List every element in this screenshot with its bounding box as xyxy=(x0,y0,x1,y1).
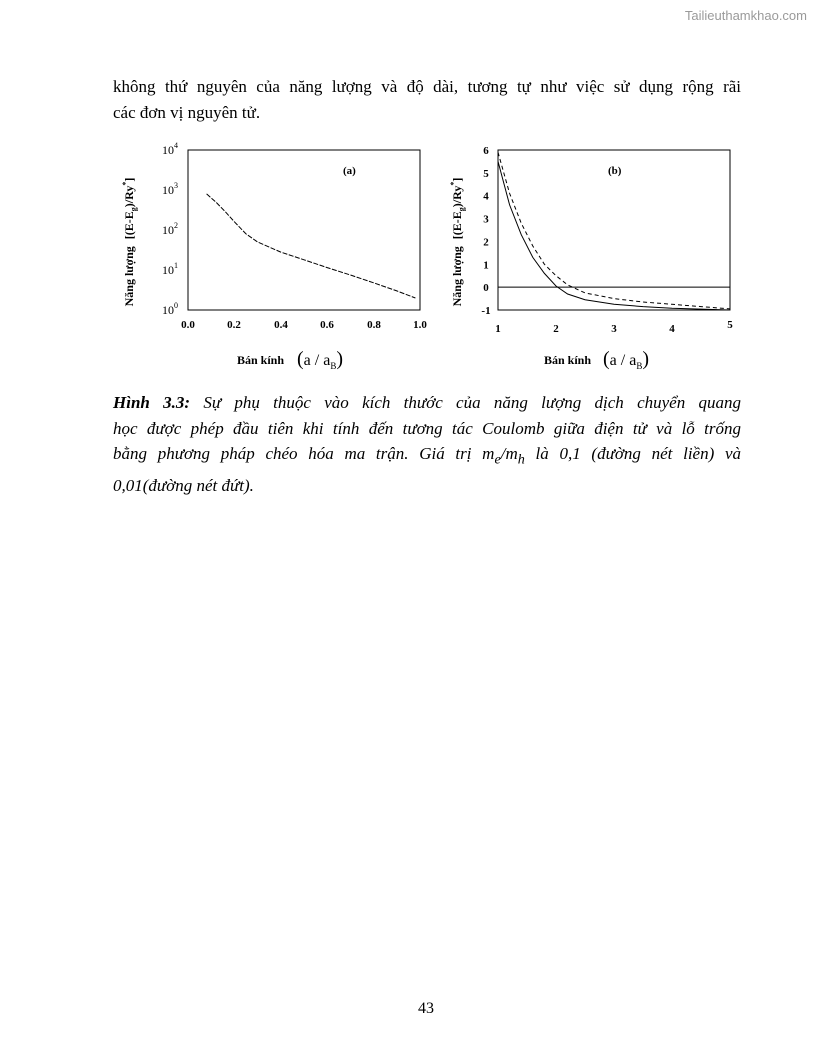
panel-b-xtick: 4 xyxy=(669,323,675,335)
figure xyxy=(100,132,750,382)
page-number: 43 xyxy=(418,1000,434,1017)
caption-line-4: 0,01(đường nét đứt). xyxy=(113,475,254,495)
panel-a-xticks xyxy=(181,319,427,331)
panel-b-ytick: -1 xyxy=(481,305,491,317)
panel-a-xtick: 0.0 xyxy=(181,319,195,331)
panel-b-ytick: 0 xyxy=(483,282,489,295)
panel-b-xunit: $(a / a_B)$ xyxy=(603,348,650,371)
panel-a-curve xyxy=(207,194,416,298)
panel-a-ytick-0: $10^0$ xyxy=(162,301,178,317)
panel-b-xtick: 2 xyxy=(553,323,559,335)
figure-caption xyxy=(113,390,741,498)
panel-b-xtick: 5 xyxy=(727,319,733,331)
panel-a-yticks xyxy=(162,141,178,317)
panel-b-ytick: 6 xyxy=(483,145,489,157)
paragraph-line-2: các đơn vị nguyên tử. xyxy=(113,103,261,122)
caption-line-3: bằng phương pháp chéo hóa ma trận. Giá trị $m_e/m_h$ là 0,1 (đường nét liền) và xyxy=(113,444,742,468)
panel-b-xlabel: Bán kính xyxy=(544,353,592,367)
panel-b-solid-curve xyxy=(498,161,730,310)
panel-b-ylabel: Năng lượng $[(E-E_g)/Ry^*]$ xyxy=(449,177,466,307)
panel-a-frame xyxy=(188,150,420,310)
panel-a-xtick: 1.0 xyxy=(413,319,427,331)
panel-a-ytick-1: $10^1$ xyxy=(162,261,178,277)
panel-a-ylabel: Năng lượng $[(E-E_g)/Ry^*]$ xyxy=(121,177,138,307)
panel-a-ytick-3: $10^3$ xyxy=(162,181,178,197)
caption-line-2: học được phép đầu tiên khi tính đến tương tác Coulomb giữa điện tử và lỗ trống xyxy=(113,418,741,438)
panel-a-ytick-4: $10^4$ xyxy=(162,141,178,157)
panel-b-yticks xyxy=(481,145,490,317)
watermark: Tailieuthamkhao.com xyxy=(684,8,807,23)
figure-svg xyxy=(100,132,750,382)
panel-b-xticks xyxy=(495,319,733,335)
paragraph-line-1: không thứ nguyên của năng lượng và độ dài, tương tự như việc sử dụng rộng rãi xyxy=(113,77,741,96)
panel-b-xtick: 3 xyxy=(611,323,617,335)
body-paragraph xyxy=(113,74,741,126)
panel-a-xunit: $(a / a_B)$ xyxy=(297,348,344,371)
panel-b-ytick: 2 xyxy=(483,236,489,249)
panel-a-ytick-2: $10^2$ xyxy=(162,221,178,237)
panel-a xyxy=(121,141,427,371)
panel-b xyxy=(449,145,733,371)
panel-a-xtick: 0.8 xyxy=(367,319,381,331)
panel-b-ytick: 3 xyxy=(483,213,489,226)
panel-b-xtick: 1 xyxy=(495,323,501,335)
panel-b-ytick: 1 xyxy=(483,259,489,272)
panel-a-xlabel: Bán kính xyxy=(237,353,285,367)
panel-a-xtick: 0.4 xyxy=(274,319,288,331)
caption-label: Hình 3.3: xyxy=(113,393,191,412)
panel-a-xtick: 0.6 xyxy=(320,319,334,331)
caption-line-1: Hình 3.3: Sự phụ thuộc vào kích thước của năng lượng dịch chuyển quang xyxy=(113,393,741,412)
panel-a-tag: (a) xyxy=(343,165,356,177)
panel-b-ytick: 5 xyxy=(483,167,489,180)
panel-b-tag: (b) xyxy=(608,165,622,177)
panel-a-xtick: 0.2 xyxy=(227,319,241,331)
panel-b-ytick: 4 xyxy=(483,190,489,203)
